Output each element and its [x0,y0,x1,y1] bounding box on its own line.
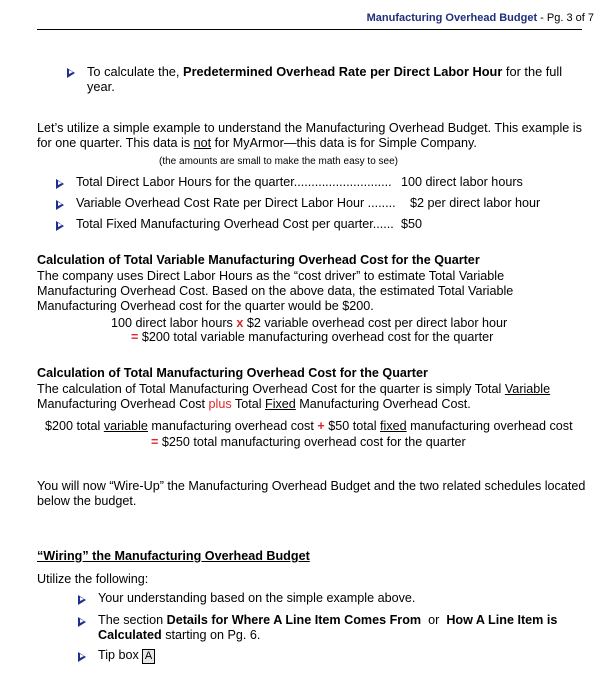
wiring-bullet2-details: Details for Where A Line Item Comes From [166,613,422,627]
example-item-label: Variable Overhead Cost Rate per Direct Labor Hour ........ [76,196,396,210]
example-item [56,175,576,191]
example-item-value: 100 direct labor hours [401,175,523,189]
wireup-line2: below the budget. [37,494,137,508]
total-result [151,435,466,450]
triangle-bullet-icon [56,179,64,189]
wiring-bullet2-or: or [421,613,447,627]
example-item [56,196,576,212]
equals-operator: = [151,435,159,449]
total-calc-b: manufacturing overhead cost [147,419,318,433]
wiring-bullet [78,613,578,645]
multiply-operator: x [236,316,244,330]
intro-line2: year. [87,79,115,94]
intro-prefix: To calculate the, [87,64,184,79]
variable-line1: The company uses Direct Labor Hours as the “cost driver” to estimate Total Variable [37,269,505,283]
page-header [367,12,594,24]
total-line1: The calculation of Total Manufacturing Overhead Cost for the quarter is simply Total [37,382,505,396]
total-line2c: Manufacturing Overhead Cost. [295,397,471,411]
wireup-line1: You will now “Wire-Up” the Manufacturing Overhead Budget and the two related schedules located [37,479,586,493]
example-item-label: Total Fixed Manufacturing Overhead Cost per quarter...... [76,217,394,231]
total-result-text: $250 total manufacturing overhead cost for the quarter [158,435,466,449]
plus-word: plus [208,397,232,411]
total-calc-d: manufacturing overhead cost [406,419,573,433]
variable-calculation [111,316,507,331]
variable-section-heading: Calculation of Total Variable Manufacturing Overhead Cost for the Quarter [37,253,480,267]
triangle-bullet-icon [56,221,64,231]
intro-bold-term: Predetermined Overhead Rate per Direct Labor Hour [183,64,503,79]
intro-bullet [67,64,587,96]
example-item-value: $50 [401,217,423,231]
variable-line2: Manufacturing Overhead Cost. Based on the above data, the estimated Total Variable [37,284,514,298]
variable-calc-hours: 100 direct labor hours [111,316,237,330]
total-fixed-underlined: Fixed [265,397,296,411]
total-calc-c: $50 total [324,419,381,433]
total-calc-variable: variable [103,419,148,433]
example-item [56,217,576,233]
triangle-bullet-icon [78,617,86,627]
wiring-bullet [78,648,578,666]
variable-line3: Manufacturing Overhead cost for the quarter would be $200. [37,299,374,313]
intro-suffix: for the full [502,64,563,79]
example-note: (the amounts are small to make the math easy to see) [159,156,398,167]
equals-operator: = [131,330,139,344]
tip-box-a: A [142,649,155,664]
example-line1: Let’s utilize a simple example to understand the Manufacturing Overhead Budget. This example is [37,121,582,135]
wiring-bullet-1: Your understanding based on the simple example above. [98,591,416,605]
total-calculation [45,419,573,434]
total-line2a: Manufacturing Overhead Cost [37,397,209,411]
example-item-label: Total Direct Labor Hours for the quarter............................ [76,175,392,189]
variable-result-text: $200 total variable manufacturing overhead cost for the quarter [138,330,494,344]
total-line2b: Total [231,397,265,411]
header-divider [37,29,582,30]
wiring-section-heading [37,549,310,563]
total-calc-fixed: fixed [380,419,407,433]
triangle-bullet-icon [78,652,86,662]
example-paragraph [37,121,597,151]
example-not-underlined: not [193,136,212,150]
wiring-bullet [78,591,578,607]
wiring-utilize: Utilize the following: [37,572,149,586]
header-page-label: - Pg. 3 of 7 [537,12,594,24]
wiring-bullet2-how: How A Line Item is [446,613,558,627]
variable-section-body [37,269,597,314]
wiring-bullet2-calculated: Calculated [98,628,162,642]
wiring-bullet2-a: The section [98,613,167,627]
plus-operator: + [317,419,325,433]
example-item-value: $2 per direct labor hour [410,196,541,210]
total-section-body [37,382,597,412]
total-section-heading: Calculation of Total Manufacturing Overhead Cost for the Quarter [37,366,428,380]
wiring-heading-text: “Wiring” the Manufacturing Overhead Budget [37,549,310,563]
wireup-paragraph [37,479,597,509]
triangle-bullet-icon [78,595,86,605]
triangle-bullet-icon [56,200,64,210]
wiring-bullet-3: Tip box [98,648,139,662]
example-line2a: for one quarter. This data is [37,136,194,150]
variable-result [131,330,493,345]
header-title: Manufacturing Overhead Budget [366,12,538,24]
total-calc-a: $200 total [45,419,104,433]
triangle-bullet-icon [67,68,75,78]
example-line2b: for MyArmor—this data is for Simple Company. [211,136,477,150]
wiring-bullet2-c: starting on Pg. 6. [161,628,261,642]
total-variable-underlined: Variable [504,382,551,396]
variable-calc-rate: $2 variable overhead cost per direct labor hour [243,316,508,330]
